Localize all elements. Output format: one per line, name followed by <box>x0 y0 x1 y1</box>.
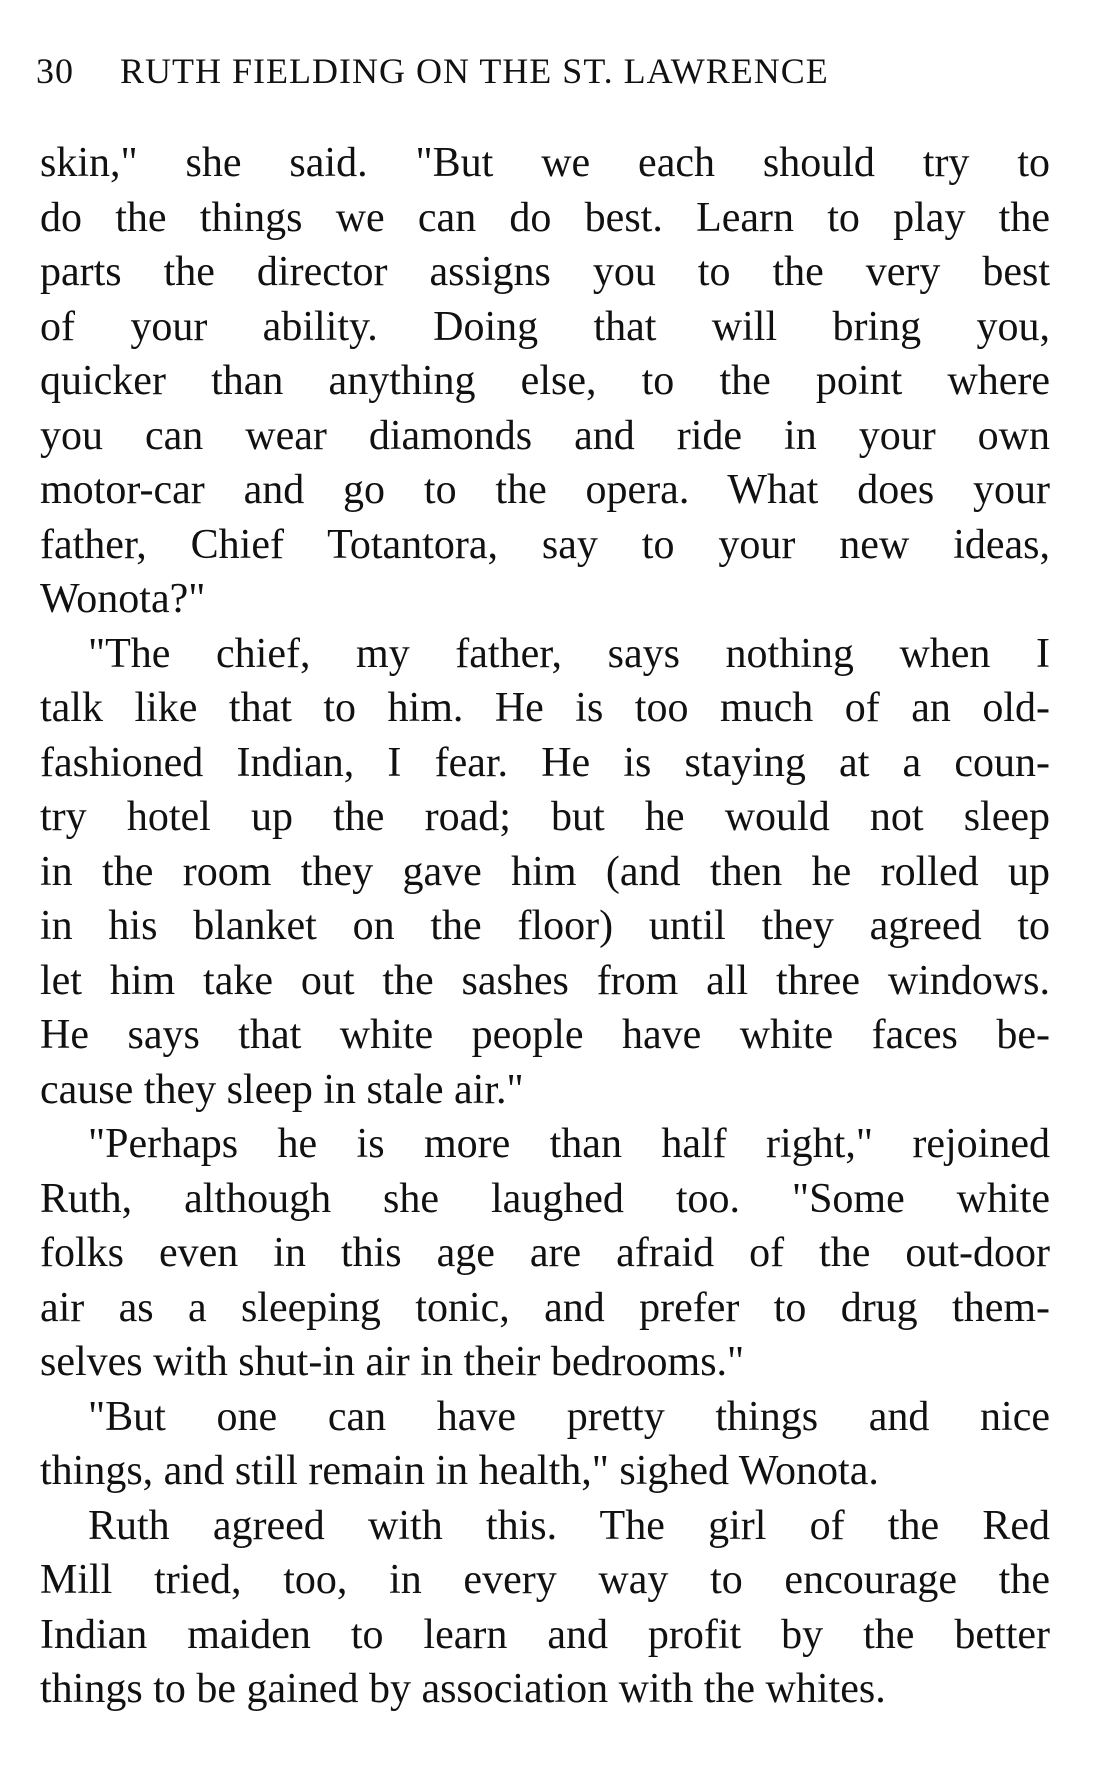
text-line: air as a sleeping tonic, and prefer to drug them- <box>40 1284 1050 1331</box>
text-line: motor-car and go to the opera. What does your <box>40 467 1050 513</box>
paragraph <box>40 627 1050 1118</box>
text-line: Wonota?" <box>40 576 206 622</box>
text-line: of your ability. Doing that will bring you, <box>40 303 1050 350</box>
text-line: things, and still remain in health," sighed Wonota. <box>40 1448 879 1494</box>
text-line: "The chief, my father, says nothing when I <box>88 630 1050 677</box>
text-line: skin," she said. "But we each should try to <box>40 140 1050 186</box>
text-line: cause they sleep in stale air." <box>40 1066 524 1113</box>
text-line: "Perhaps he is more than half right," rejoined <box>88 1121 1050 1167</box>
text-line: folks even in this age are afraid of the out-door <box>40 1230 1050 1276</box>
page-number: 30 <box>36 51 74 91</box>
text-line: things to be gained by association with the whites. <box>40 1666 886 1712</box>
text-line: in the room they gave him (and then he rolled up <box>40 848 1050 895</box>
text-line: Mill tried, too, in every way to encourage the <box>40 1557 1050 1603</box>
text-line: father, Chief Totantora, say to your new ideas, <box>40 521 1050 568</box>
running-title: RUTH FIELDING ON THE ST. LAWRENCE <box>120 51 829 91</box>
text-line: do the things we can do best. Learn to play the <box>40 194 1050 241</box>
text-line: selves with shut-in air in their bedrooms." <box>40 1339 745 1385</box>
paragraph <box>40 136 1050 627</box>
text-line: "But one can have pretty things and nice <box>88 1393 1050 1440</box>
text-line: He says that white people have white faces be- <box>40 1012 1050 1058</box>
text-line: in his blanket on the floor) until they agreed to <box>40 903 1050 949</box>
text-line: Ruth, although she laughed too. "Some white <box>40 1175 1050 1222</box>
running-head <box>36 50 996 102</box>
text-line: fashioned Indian, I fear. He is staying at a coun- <box>40 739 1050 786</box>
text-line: quicker than anything else, to the point where <box>40 358 1050 404</box>
body-text <box>40 136 1050 1717</box>
text-line: Ruth agreed with this. The girl of the Red <box>88 1502 1050 1549</box>
text-line: parts the director assigns you to the very best <box>40 249 1050 295</box>
paragraph <box>40 1117 1050 1390</box>
paragraph <box>40 1499 1050 1717</box>
text-line: let him take out the sashes from all three windows. <box>40 957 1050 1004</box>
text-line: Indian maiden to learn and profit by the better <box>40 1611 1050 1658</box>
text-line: you can wear diamonds and ride in your own <box>40 412 1050 459</box>
text-line: try hotel up the road; but he would not sleep <box>40 794 1050 840</box>
text-line: talk like that to him. He is too much of an old- <box>40 685 1050 731</box>
paragraph <box>40 1390 1050 1499</box>
